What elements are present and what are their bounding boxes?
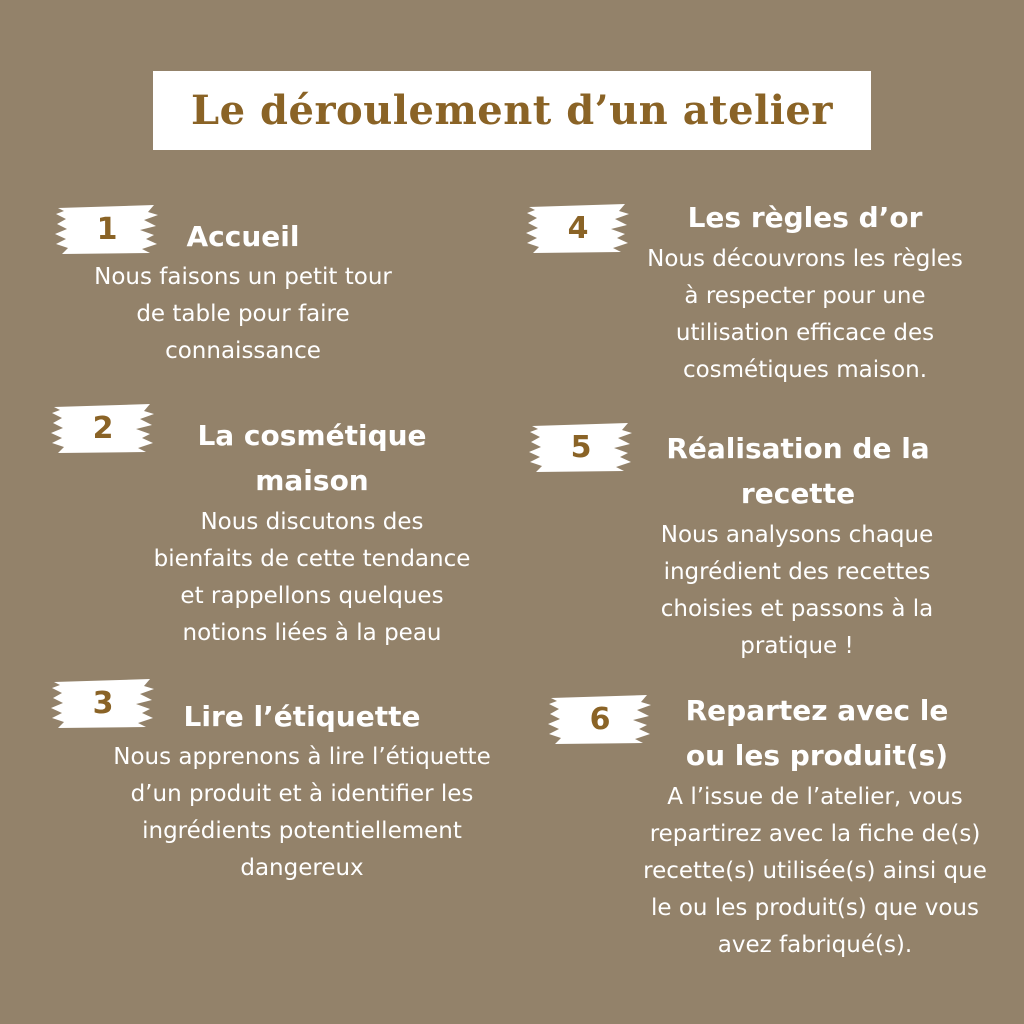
step-5-heading: Réalisation de la recette — [666, 432, 930, 510]
step-2-number: 2 — [92, 410, 114, 446]
step-2-description: Nous discutons des bienfaits de cette tendance et rappellons quelques notions liées à la peau — [153, 509, 471, 646]
step-3-description: Nous apprenons à lire l’étiquette d’un produit et à identifier les ingrédients potentiellement dangereux — [113, 744, 491, 881]
step-3-number: 3 — [92, 685, 114, 721]
step-5-description: Nous analysons chaque ingrédient des recettes choisies et passons à la pratique ! — [660, 522, 934, 659]
step-5-number-badge — [526, 420, 636, 474]
step-1-description: Nous faisons un petit tour de table pour faire connaissance — [94, 264, 392, 364]
step-6-heading: Repartez avec le ou les produit(s) — [685, 694, 949, 772]
step-2-heading: La cosmétique maison — [197, 419, 427, 497]
step-1-heading: Accueil — [186, 220, 300, 253]
step-3-heading: Lire l’étiquette — [183, 700, 421, 733]
step-6-number: 6 — [589, 701, 611, 737]
step-2-number-badge — [48, 401, 158, 455]
step-4-number-badge — [523, 201, 633, 255]
step-4-number: 4 — [567, 210, 589, 246]
step-6-number-badge — [545, 692, 655, 746]
step-1-number: 1 — [96, 211, 118, 247]
title-banner — [153, 71, 871, 150]
page-title: Le déroulement d’un atelier — [191, 87, 833, 134]
step-3-number-badge — [48, 676, 158, 730]
step-4-heading: Les règles d’or — [687, 201, 923, 234]
step-6-description: A l’issue de l’atelier, vous repartirez avec la fiche de(s) recette(s) utilisée(s) ainsi que le ou les produit(s) que vous avez fabriqué(s). — [643, 784, 987, 958]
step-5-number: 5 — [570, 429, 592, 465]
step-4-description: Nous découvrons les règles à respecter pour une utilisation efficace des cosmétiques maison. — [647, 246, 963, 383]
